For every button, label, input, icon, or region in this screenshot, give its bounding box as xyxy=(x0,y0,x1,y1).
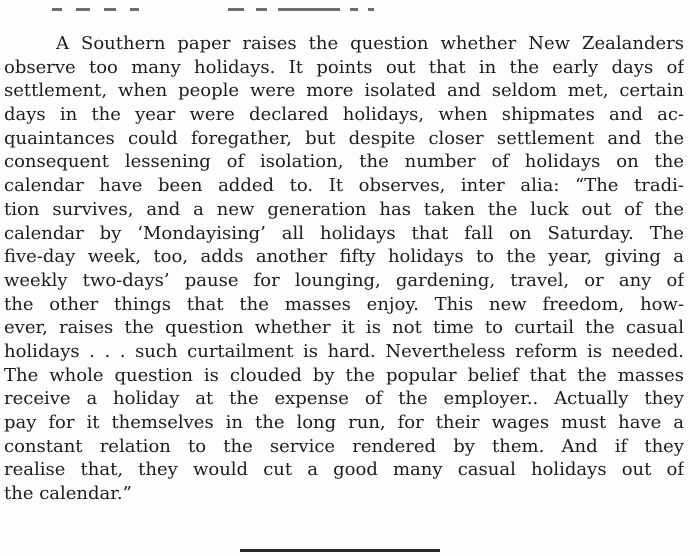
article-line: observe too many holidays. It points out that in the early days of xyxy=(4,56,684,78)
article-line: constant relation to the service rendered by them. And if they xyxy=(4,435,684,457)
article-line: five-day week, too, adds another fifty holidays to the year, giving a xyxy=(4,246,684,268)
fragment-mark xyxy=(278,8,340,11)
fragment-mark xyxy=(228,8,244,11)
article-line: quaintances could foregather, but despite closer settlement and the xyxy=(4,127,684,149)
article-line: tion survives, and a new generation has taken the luck out of the xyxy=(4,198,684,220)
article-line: A Southern paper raises the question whether New Zealanders xyxy=(56,33,684,54)
article-line: calendar by ‘Mondayising’ all holidays that fall on Saturday. The xyxy=(4,222,684,244)
previous-article-fragment xyxy=(52,6,382,16)
article-line: weekly two-days’ pause for lounging, gardening, travel, or any of xyxy=(4,269,684,291)
article-line: holidays . . . such curtailment is hard. Nevertheless reform is needed. xyxy=(4,340,684,362)
article-line: receive a holiday at the expense of the employer.. Actually they xyxy=(4,388,684,410)
article-line: calendar have been added to. It observes, inter alia: “The tradi- xyxy=(4,175,684,197)
fragment-mark xyxy=(350,8,358,11)
fragment-mark xyxy=(104,8,116,11)
article-line: settlement, when people were more isolated and seldom met, certain xyxy=(4,80,684,102)
article-paragraph xyxy=(4,32,684,506)
article-line: days in the year were declared holidays, when shipmates and ac- xyxy=(4,104,684,126)
article-line: consequent lessening of isolation, the number of holidays on the xyxy=(4,151,684,173)
fragment-mark xyxy=(52,8,62,11)
article-line: realise that, they would cut a good many casual holidays out of xyxy=(4,459,684,481)
article-line: The whole question is clouded by the popular belief that the masses xyxy=(4,364,684,386)
article-line: the other things that the masses enjoy. This new freedom, how- xyxy=(4,293,684,315)
fragment-mark xyxy=(368,8,374,11)
fragment-mark xyxy=(256,8,267,11)
fragment-mark xyxy=(130,8,139,11)
article-line: pay for it themselves in the long run, for their wages must have a xyxy=(4,412,684,433)
article-line: ever, raises the question whether it is not time to curtail the casual xyxy=(4,317,684,339)
section-divider-rule xyxy=(240,549,440,552)
article-line: the calendar.” xyxy=(4,483,132,505)
fragment-mark xyxy=(76,8,90,11)
